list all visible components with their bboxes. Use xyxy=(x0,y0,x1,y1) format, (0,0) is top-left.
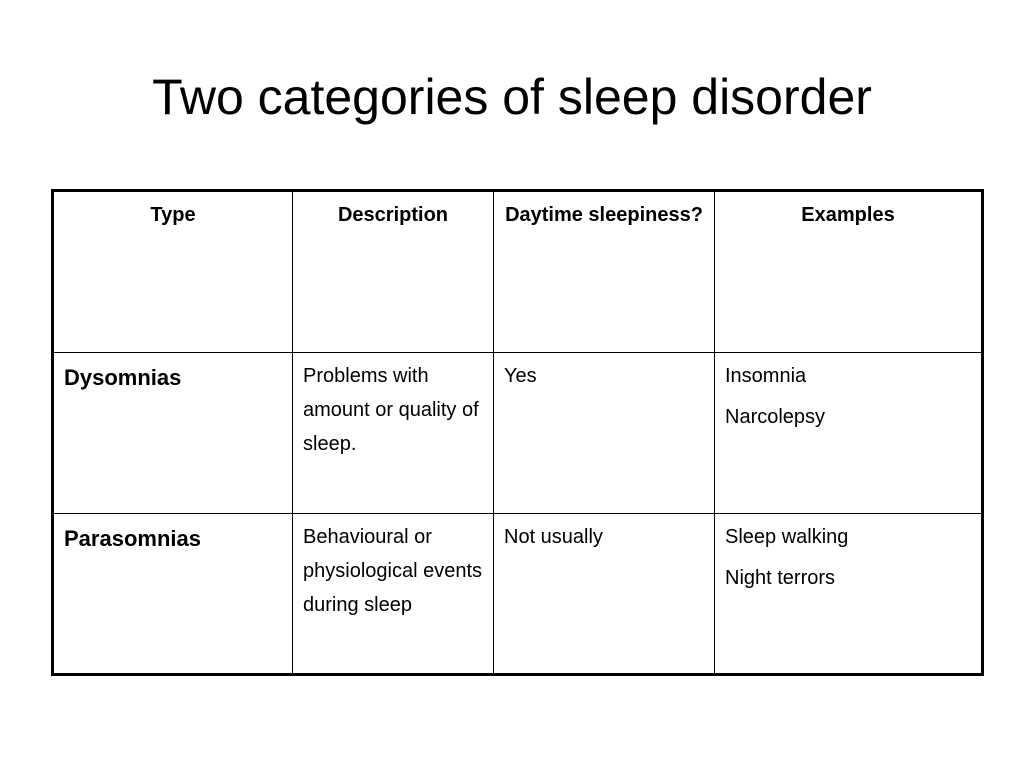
row-examples xyxy=(715,514,983,675)
row-daytime-sleepiness: Not usually xyxy=(494,514,715,675)
row-examples xyxy=(715,353,983,514)
example-item: Night terrors xyxy=(725,567,836,589)
slide-title: Two categories of sleep disorder xyxy=(152,69,872,125)
example-item: Insomnia xyxy=(725,365,807,387)
row-daytime-sleepiness: Yes xyxy=(494,353,715,514)
header-type: Type xyxy=(53,191,293,353)
header-daytime-sleepiness: Daytime sleepiness? xyxy=(494,191,715,353)
table-row xyxy=(53,353,983,514)
row-description: Problems with amount or quality of sleep. xyxy=(293,353,494,514)
row-type: Parasomnias xyxy=(53,514,293,675)
example-item: Sleep walking xyxy=(725,526,849,548)
table-row xyxy=(53,514,983,675)
row-description: Behavioural or physiological events during sleep xyxy=(293,514,494,675)
header-description: Description xyxy=(293,191,494,353)
header-examples: Examples xyxy=(715,191,983,353)
table-header-row xyxy=(53,191,983,353)
example-item: Narcolepsy xyxy=(725,406,826,428)
sleep-disorder-table xyxy=(51,189,984,676)
row-type: Dysomnias xyxy=(53,353,293,514)
